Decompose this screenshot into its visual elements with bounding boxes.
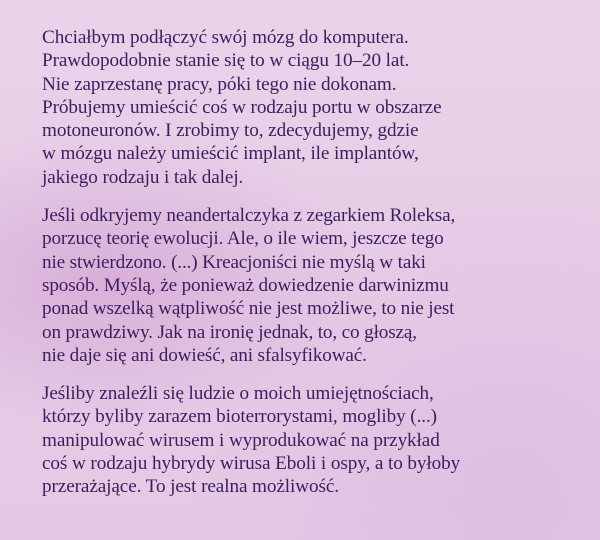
text-line: Jeśliby znaleźli się ludzie o moich umiejętnościach,: [42, 383, 434, 405]
text-line: Chciałbym podłączyć swój mózg do komputera.: [42, 27, 409, 48]
text-line: motoneuronów. I zrobimy to, zdecydujemy, gdzie: [42, 120, 419, 142]
text-line: nie daje się ani dowieść, ani sfalsyfikować.: [42, 344, 367, 366]
paragraph-bioterrorism: [42, 382, 590, 498]
text-line: porzucę teorię ewolucji. Ale, o ile wiem, jeszcze tego: [42, 228, 444, 250]
text-line: Prawdopodobnie stanie się to w ciągu 10–20 lat.: [42, 50, 410, 72]
text-line: sposób. Myślą, że ponieważ dowiedzenie darwinizmu: [42, 274, 449, 296]
text-line: on prawdziwy. Jak na ironię jednak, to, co głoszą,: [42, 321, 417, 343]
document-text: [42, 26, 590, 499]
text-line: ponad wszelką wątpliwość nie jest możliwe, to nie jest: [42, 298, 455, 320]
text-line: którzy byliby zarazem bioterrorystami, mogliby (...): [42, 406, 437, 428]
text-line: Nie zaprzestanę pracy, póki tego nie dokonam.: [42, 73, 397, 95]
text-line: Jeśli odkryjemy neandertalczyka z zegarkiem Roleksa,: [42, 205, 456, 227]
text-line: przerażające. To jest realna możliwość.: [42, 476, 339, 498]
paragraph-brain-computer: [42, 26, 590, 189]
paragraph-evolution: [42, 204, 590, 367]
text-line: nie stwierdzono. (...) Kreacjoniści nie myślą w taki: [42, 251, 426, 273]
text-line: w mózgu należy umieścić implant, ile implantów,: [42, 143, 419, 165]
text-line: coś w rodzaju hybrydy wirusa Eboli i ospy, a to byłoby: [42, 453, 461, 475]
text-line: manipulować wirusem i wyprodukować na przykład: [42, 429, 440, 451]
text-line: Próbujemy umieścić coś w rodzaju portu w obszarze: [42, 96, 442, 118]
text-line: jakiego rodzaju i tak dalej.: [42, 166, 244, 188]
